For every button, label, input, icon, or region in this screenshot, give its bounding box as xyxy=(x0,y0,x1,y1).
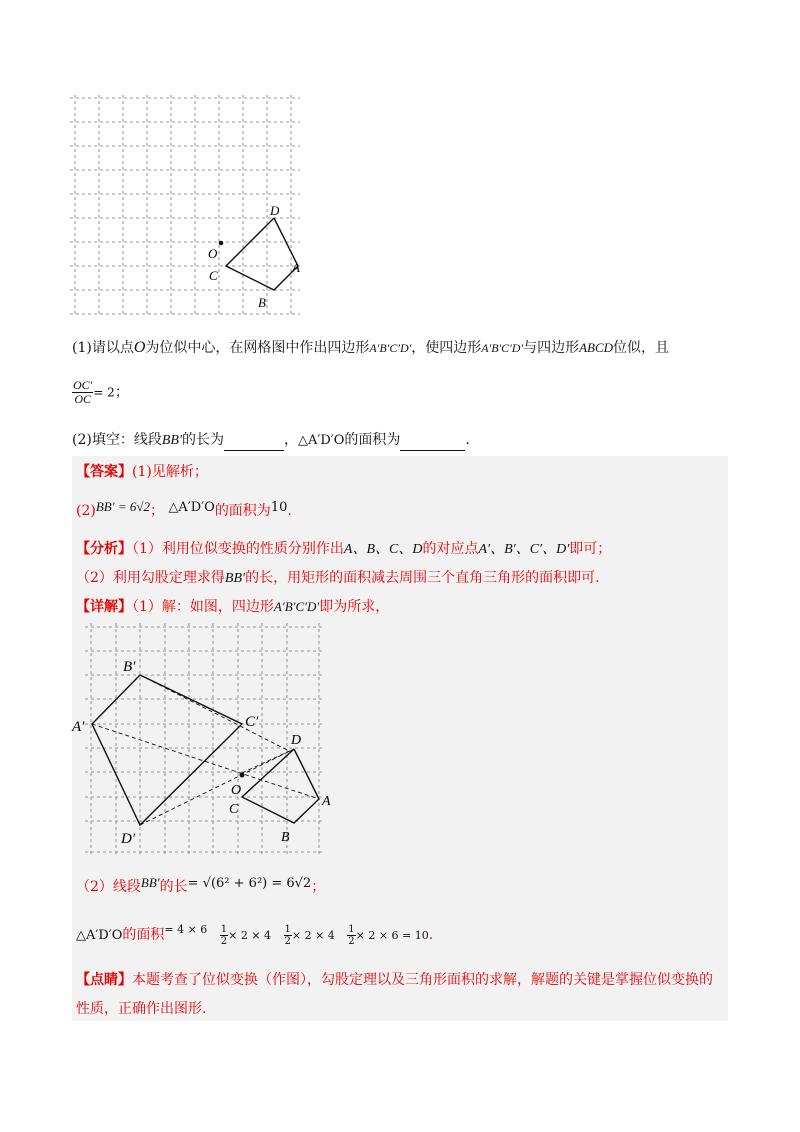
triangle-label: △A′D′O xyxy=(298,433,345,448)
detail-line-1 xyxy=(76,597,389,617)
q2-text: 的面积为 xyxy=(344,432,401,448)
answer-value: 10 xyxy=(270,500,288,515)
label-o: O xyxy=(231,783,242,798)
answer-line-2 xyxy=(76,497,292,521)
quad-abcd-outline xyxy=(226,218,298,290)
detail-segment: BB′ xyxy=(140,875,160,890)
q1-text: 与四边形 xyxy=(523,340,580,356)
comment-text: 本题考查了位似变换（作图），勾股定理以及三角形面积的求解，解题的关键是掌握位似变换的 xyxy=(132,972,713,988)
detail-label: 【详解】 xyxy=(76,599,132,615)
question-1 xyxy=(72,338,732,358)
detail-eq: × 2 × 6 = 10 xyxy=(355,929,429,942)
detail-line-2 xyxy=(76,873,325,897)
analysis-text: 的对应点 xyxy=(422,541,479,557)
label-a: A xyxy=(322,794,331,809)
figure-grid-original xyxy=(70,95,300,317)
quad-a-prime-b-prime-c-prime-d-prime xyxy=(92,675,242,825)
detail-text: ； xyxy=(311,879,326,895)
detail-eq: × 2 × 4 xyxy=(228,929,272,942)
analysis-line-1 xyxy=(76,539,611,560)
label-b-prime: B′ xyxy=(123,659,136,675)
detail-text: （1）解：如图，四边形 xyxy=(132,599,274,615)
q1-text: 为位似中心，在网格图中作出四边形 xyxy=(145,340,370,356)
label-d: D xyxy=(270,203,280,218)
label-o: O xyxy=(208,246,218,261)
q1-text: 位似，且 xyxy=(613,340,670,356)
point-o xyxy=(219,241,224,246)
answer-blank-2[interactable] xyxy=(400,436,465,451)
answer-text: 的面积为 xyxy=(214,503,271,519)
q1-text: ，使四边形 xyxy=(411,340,482,356)
detail-eq: × 2 × 4 xyxy=(291,929,335,942)
analysis-text: （1）利用位似变换的性质分别作出 xyxy=(132,541,344,557)
analysis-text: 的长，用矩形的面积减去周围三个直角三角形的面积即可. xyxy=(245,570,600,586)
analysis-label: 【分析】 xyxy=(76,541,132,557)
ratio-denominator: OC xyxy=(74,392,91,406)
detail-text: 即为所求， xyxy=(319,599,390,615)
quad-label: A′B′C′D′ xyxy=(481,341,524,355)
question-1-ratio xyxy=(72,379,129,406)
label-c-prime: C′ xyxy=(245,714,259,730)
analysis-text: （2）利用勾股定理求得 xyxy=(76,570,225,586)
ratio-rhs: = 2 xyxy=(93,385,115,400)
fraction-num: 1 xyxy=(348,923,355,935)
q2-end: . xyxy=(465,432,470,448)
segment-label: BB′ xyxy=(161,433,183,448)
label-b: B xyxy=(258,295,266,310)
answer-blank-1[interactable] xyxy=(224,436,284,451)
fraction-den: 2 xyxy=(348,935,355,947)
fraction-num: 1 xyxy=(284,923,291,935)
answer-line-1 xyxy=(76,462,208,482)
fraction-den: 2 xyxy=(220,935,228,947)
detail-text: 的面积 xyxy=(122,927,165,943)
answer-text: (1)见解析； xyxy=(132,464,208,480)
q2-text: ， xyxy=(284,432,299,448)
answer-text: (2) xyxy=(76,503,96,519)
fraction-den: 2 xyxy=(284,935,291,947)
q2-text: 的长为 xyxy=(182,432,225,448)
analysis-points: A、B、C、D xyxy=(343,542,423,557)
analysis-segment: BB′ xyxy=(224,571,246,586)
detail-quad: A′B′C′D′ xyxy=(273,599,320,614)
label-c: C xyxy=(209,268,218,283)
ratio-fraction xyxy=(72,379,93,406)
answer-eq: BB′ = 6√2 xyxy=(95,499,150,514)
comment-label: 【点睛】 xyxy=(76,972,132,988)
detail-tri: △A′D′O xyxy=(76,928,123,943)
point-o xyxy=(240,773,245,778)
comment-text: 性质，正确作出图形. xyxy=(76,1001,207,1017)
detail-eq: = 4 × 6 xyxy=(164,923,208,936)
detail-text: 的长 xyxy=(159,879,188,895)
answer-text: ； xyxy=(149,503,164,519)
q2-text: (2)填空：线段 xyxy=(72,432,162,448)
analysis-line-2 xyxy=(76,568,600,589)
label-a-prime: A′ xyxy=(72,719,85,735)
analysis-points-prime: A′、B′、C′、D′ xyxy=(478,542,570,557)
fraction-3 xyxy=(347,924,355,947)
comment-line-2 xyxy=(76,999,206,1019)
answer-text: . xyxy=(287,503,292,519)
q1-end: ； xyxy=(114,384,129,401)
quad-label: A′B′C′D′ xyxy=(369,341,412,355)
fraction-num: 1 xyxy=(220,923,228,935)
label-c: C xyxy=(229,802,239,817)
comment-line-1 xyxy=(76,970,736,990)
label-d: D xyxy=(291,733,302,748)
answer-label: 【答案】 xyxy=(76,464,132,480)
answer-tri: △A′D′O xyxy=(168,500,215,515)
label-b: B xyxy=(281,830,290,845)
detail-line-3 xyxy=(76,920,433,947)
fraction-1 xyxy=(220,924,228,947)
question-2 xyxy=(72,430,732,451)
point-o-label: O xyxy=(133,339,146,356)
analysis-text: 即可； xyxy=(569,541,612,557)
label-a: A xyxy=(292,260,300,275)
figure-grid-solution xyxy=(72,623,331,855)
label-d-prime: D′ xyxy=(121,831,136,847)
detail-text: . xyxy=(428,927,434,943)
detail-text: （2）线段 xyxy=(76,879,141,895)
q1-text: (1)请以点 xyxy=(72,340,134,356)
detail-eq: = √(6² + 6²) = 6√2 xyxy=(187,876,312,891)
quad-label: ABCD xyxy=(579,340,614,355)
ratio-numerator: OC′ xyxy=(73,378,93,392)
fraction-2 xyxy=(284,924,292,947)
